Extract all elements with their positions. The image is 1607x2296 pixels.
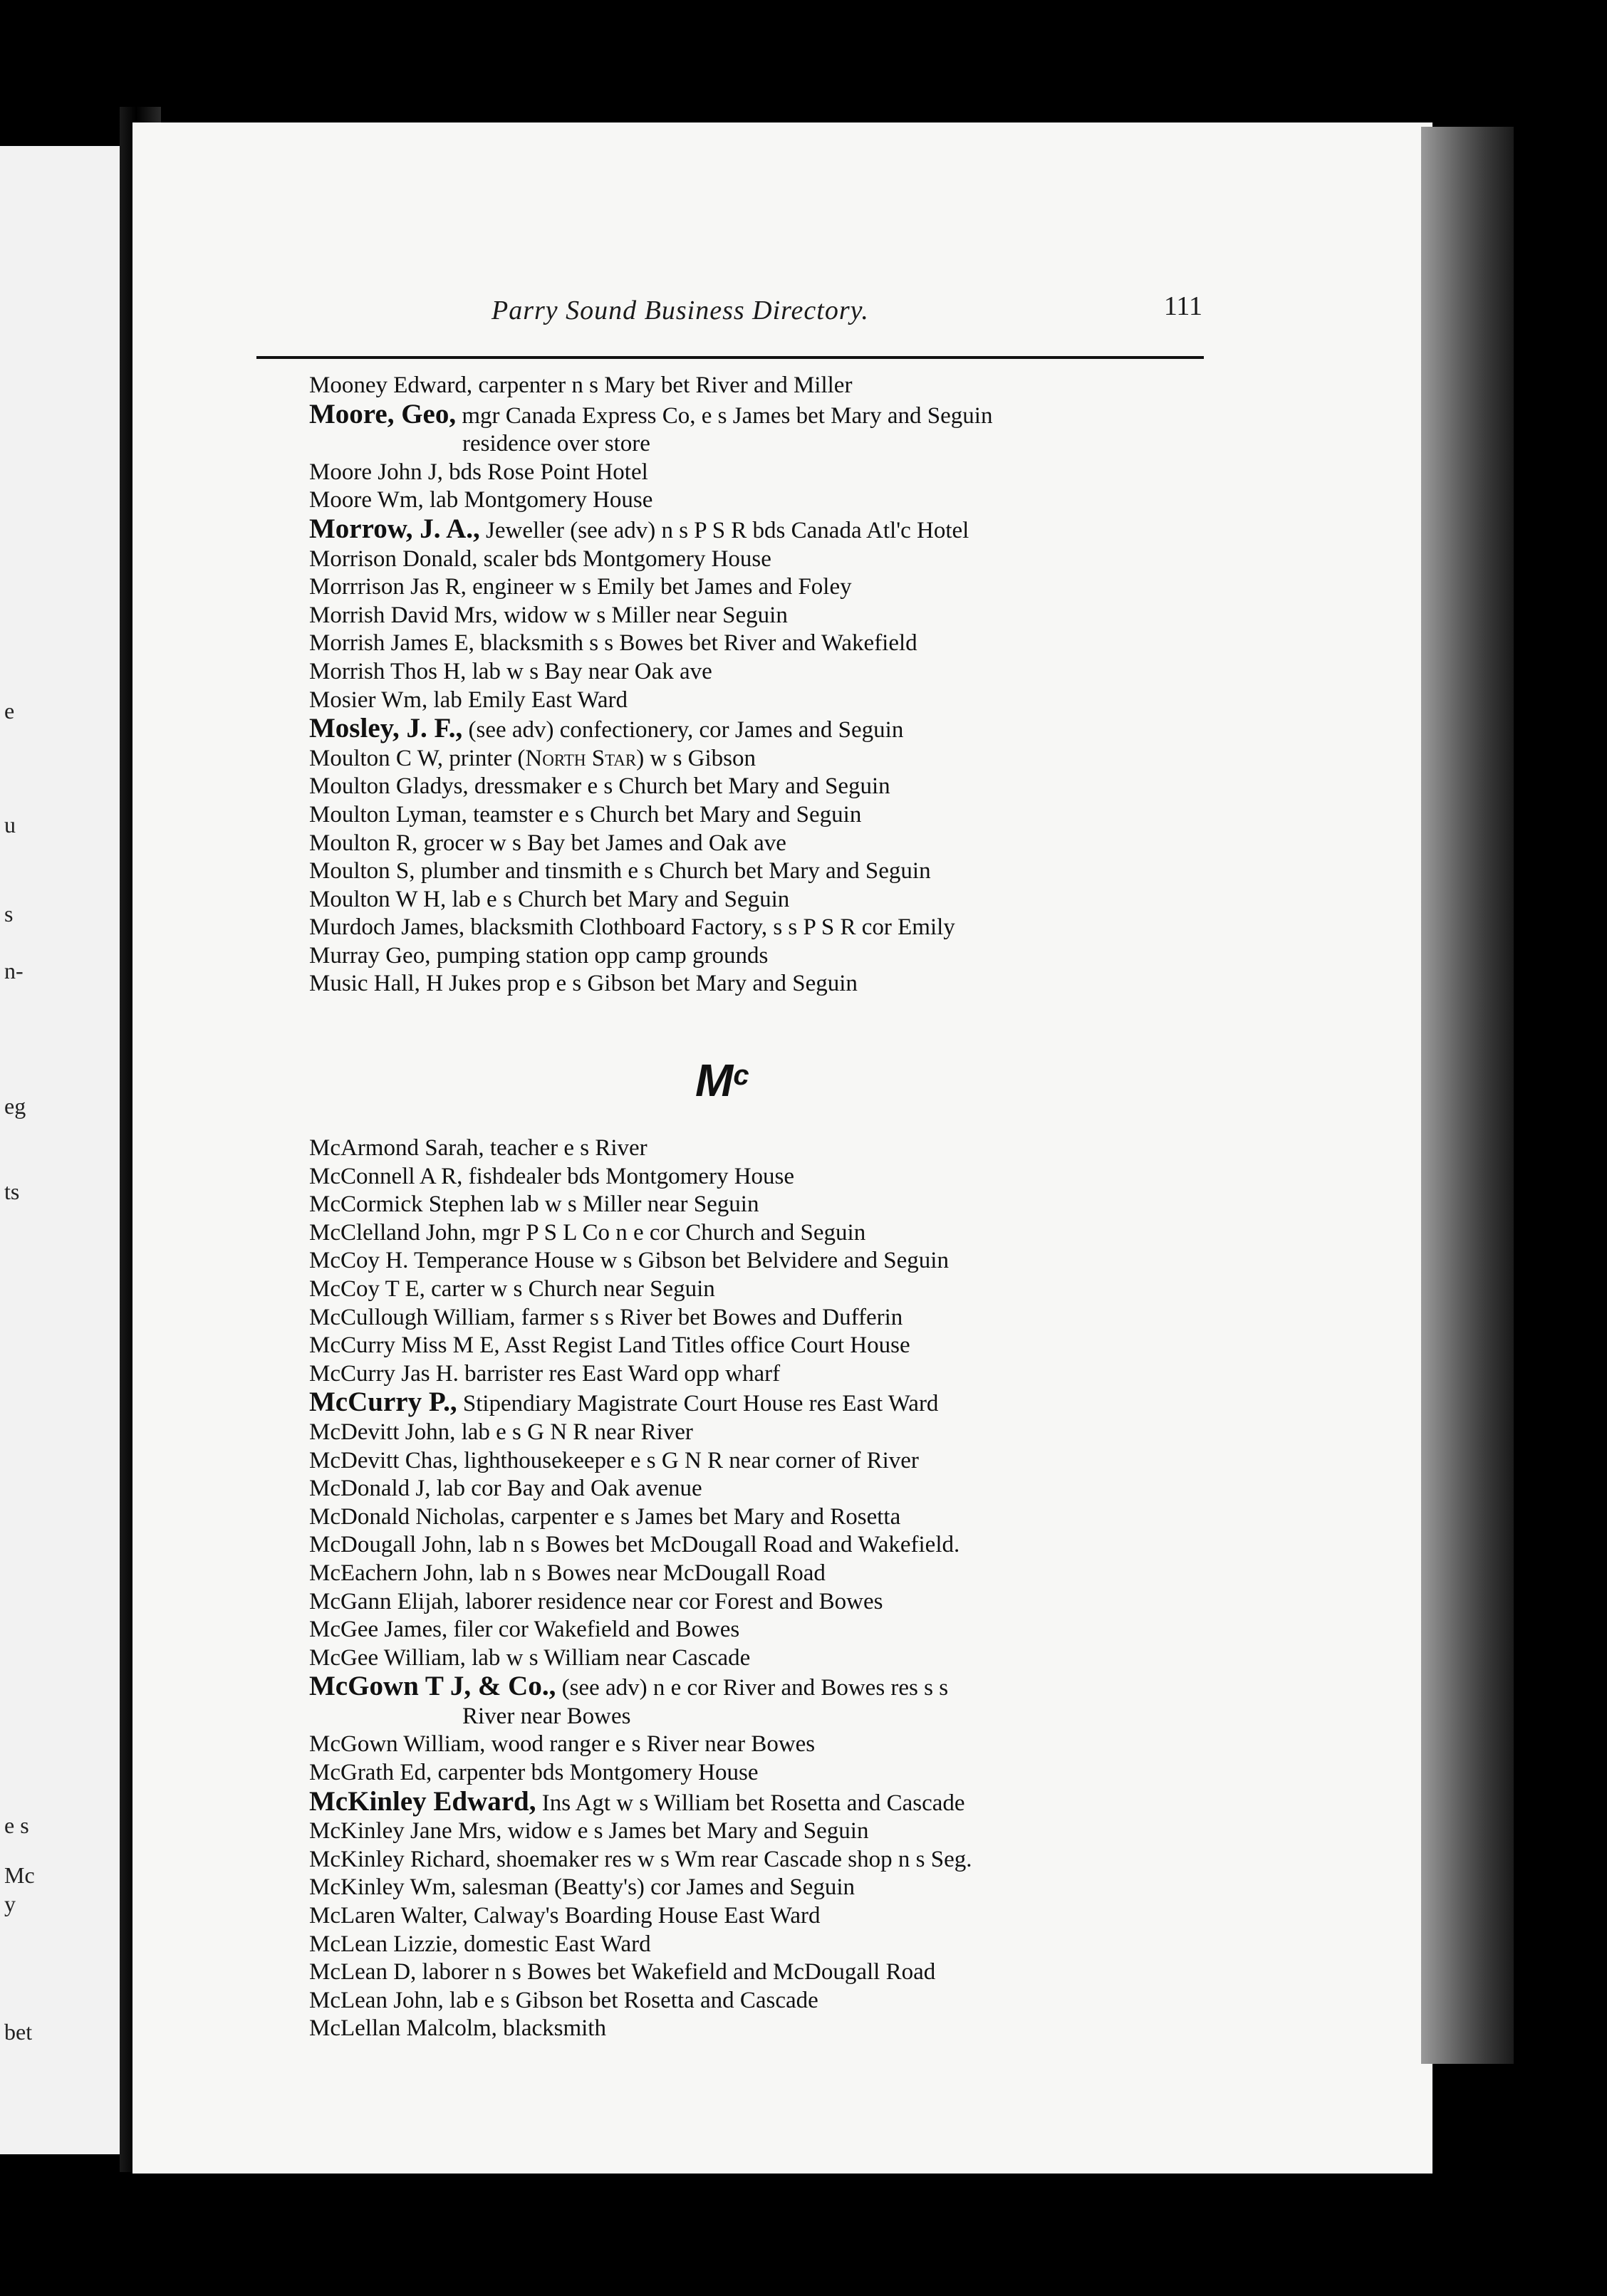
directory-entry (309, 515, 1278, 546)
directory-entries-mc (309, 1134, 1278, 2043)
header-rule (256, 356, 1204, 359)
directory-entry (309, 1560, 1278, 1588)
directory-entry (309, 1447, 1278, 1476)
left-page-text: Mc (4, 1862, 35, 1888)
left-page-text: e (4, 698, 15, 724)
directory-entry (309, 886, 1278, 914)
entry-text: McLean John, lab e s Gibson bet Rosetta and Cascade (309, 1987, 818, 2013)
directory-entry (309, 1644, 1278, 1673)
page-number: 111 (1163, 291, 1202, 321)
directory-entry (309, 602, 1278, 630)
directory-entry (309, 1672, 1278, 1703)
entry-text: McDevitt Chas, lighthousekeeper e s G N R near corner of River (309, 1447, 919, 1473)
directory-entry (309, 1958, 1278, 1987)
directory-entry (309, 1503, 1278, 1532)
entry-text: McGee William, lab w s William near Cascade (309, 1644, 751, 1671)
directory-entry (309, 687, 1278, 715)
entry-text: McDougall John, lab n s Bowes bet McDougall Road and Wakefield. (309, 1532, 960, 1558)
entry-text: River near Bowes (462, 1703, 631, 1729)
directory-entry (309, 1163, 1278, 1191)
entry-text: McKinley Wm, salesman (Beatty's) cor James and Seguin (309, 1874, 855, 1901)
entry-text: McLean D, laborer n s Bowes bet Wakefield and McDougall Road (309, 1959, 936, 1985)
entry-bold-name: Moore, Geo, (309, 398, 457, 429)
section-heading-mc (695, 1054, 749, 1107)
page-header (256, 278, 1204, 356)
entry-text: Moulton R, grocer w s Bay bet James and Oak ave (309, 830, 786, 856)
entry-text: Morrish James E, blacksmith s s Bowes bet River and Wakefield (309, 630, 917, 657)
directory-entry (309, 857, 1278, 886)
left-page-text: eg (4, 1093, 26, 1119)
entry-text: Moulton S, plumber and tinsmith e s Church bet Mary and Seguin (309, 858, 931, 885)
entry-smallcaps-text: North Star (525, 745, 637, 771)
directory-entry (309, 1588, 1278, 1617)
left-page-text: u (4, 812, 16, 837)
entry-text: McLellan Malcolm, blacksmith (309, 2015, 606, 2042)
directory-entry (309, 1902, 1278, 1931)
directory-entry (309, 970, 1278, 998)
directory-entry (309, 1388, 1278, 1419)
entry-text: McGann Elijah, laborer residence near cor Forest and Bowes (309, 1588, 883, 1614)
directory-entry (309, 1332, 1278, 1360)
left-page-text: y (4, 1891, 16, 1916)
entry-text: mgr Canada Express Co, e s James bet Mary and Seguin (456, 402, 993, 429)
directory-entry (309, 1846, 1278, 1874)
directory-entry (309, 914, 1278, 942)
entry-text: McDonald Nicholas, carpenter e s James bet Mary and Rosetta (309, 1503, 901, 1530)
entry-text: (see adv) confectionery, cor James and Seguin (462, 717, 904, 743)
entry-text: McKinley Jane Mrs, widow e s James bet Mary and Seguin (309, 1818, 869, 1844)
entry-text: (see adv) n e cor River and Bowes res s s (556, 1675, 949, 1701)
entry-text: McGee James, filer cor Wakefield and Bowes (309, 1617, 740, 1643)
entry-text: Morrison Donald, scaler bds Montgomery House (309, 546, 771, 572)
section-heading-sup: c (733, 1060, 749, 1091)
entry-text: McDevitt John, lab e s G N R near River (309, 1419, 693, 1445)
directory-entry (309, 1759, 1278, 1788)
directory-entry (309, 486, 1278, 515)
entry-text: Moore John J, bds Rose Point Hotel (309, 459, 648, 485)
directory-entry (309, 1191, 1278, 1219)
entry-text: Moulton Gladys, dressmaker e s Church bet Mary and Seguin (309, 773, 890, 800)
entry-text: Morrish Thos H, lab w s Bay near Oak ave (309, 658, 712, 684)
directory-entry (309, 630, 1278, 658)
entry-text: McCurry Jas H. barrister res East Ward opp wharf (309, 1360, 781, 1387)
entry-bold-name: McKinley Edward, (309, 1785, 536, 1817)
entry-text: Moulton Lyman, teamster e s Church bet Mary and Seguin (309, 801, 862, 828)
entry-text: Murdoch James, blacksmith Clothboard Factory, s s P S R cor Emily (309, 914, 955, 941)
directory-entry (309, 1360, 1278, 1389)
left-page-text: e s (4, 1812, 29, 1838)
entry-text: McCoy H. Temperance House w s Gibson bet Belvidere and Seguin (309, 1248, 949, 1274)
directory-entry (309, 1419, 1278, 1447)
entry-text: residence over store (462, 431, 650, 457)
section-heading-letter: M (695, 1055, 734, 1106)
page-edge (1421, 127, 1514, 2064)
directory-entry (309, 459, 1278, 487)
entry-text: McConnell A R, fishdealer bds Montgomery House (309, 1163, 795, 1189)
directory-entry (309, 1531, 1278, 1560)
entry-text: Music Hall, H Jukes prop e s Gibson bet Mary and Seguin (309, 971, 858, 997)
entry-text: McClelland John, mgr P S L Co n e cor Church and Seguin (309, 1219, 866, 1246)
entry-text: McCormick Stephen lab w s Miller near Seguin (309, 1191, 759, 1218)
entry-text: Jeweller (see adv) n s P S R bds Canada Atl'c Hotel (479, 517, 969, 543)
entry-text: Ins Agt w s William bet Rosetta and Cascade (536, 1790, 965, 1816)
directory-entry (309, 1134, 1278, 1163)
directory-entry (309, 1304, 1278, 1332)
entry-text: Morrrison Jas R, engineer w s Emily bet James and Foley (309, 574, 852, 600)
directory-entry (309, 658, 1278, 687)
directory-entry (309, 773, 1278, 801)
entry-text: ) w s Gibson (636, 745, 756, 771)
left-page-text: bet (4, 2019, 33, 2045)
directory-entry (309, 942, 1278, 971)
entry-text: Morrish David Mrs, widow w s Miller near Seguin (309, 602, 788, 628)
entry-bold-name: McCurry P., (309, 1387, 457, 1418)
directory-entry (309, 1275, 1278, 1304)
directory-entry (309, 745, 1278, 773)
entry-text: McDonald J, lab cor Bay and Oak avenue (309, 1476, 702, 1502)
directory-entry-continuation (309, 1703, 1278, 1731)
entry-text: McLean Lizzie, domestic East Ward (309, 1931, 651, 1957)
directory-entry (309, 801, 1278, 830)
entry-text: Mooney Edward, carpenter n s Mary bet River and Miller (309, 372, 853, 398)
entry-text: Moulton C W, printer ( (309, 745, 526, 771)
directory-entry (309, 372, 1278, 400)
entry-bold-name: Mosley, J. F., (309, 713, 463, 744)
entry-text: McCurry Miss M E, Asst Regist Land Titles office Court House (309, 1332, 910, 1359)
left-page-text: ts (4, 1179, 20, 1204)
running-title: Parry Sound Business Directory. (492, 296, 869, 325)
entry-bold-name: Morrow, J. A., (309, 513, 480, 544)
directory-entry (309, 573, 1278, 602)
entry-text: McGown William, wood ranger e s River near Bowes (309, 1731, 816, 1758)
entry-text: McKinley Richard, shoemaker res w s Wm rear Cascade shop n s Seg. (309, 1846, 972, 1872)
directory-entry (309, 714, 1278, 745)
directory-entry (309, 1475, 1278, 1503)
directory-entry (309, 1247, 1278, 1275)
directory-entry (309, 1785, 1278, 1818)
entry-text: Mosier Wm, lab Emily East Ward (309, 687, 628, 713)
entry-text: McEachern John, lab n s Bowes near McDougall Road (309, 1560, 826, 1586)
entry-text: McCoy T E, carter w s Church near Seguin (309, 1275, 715, 1302)
directory-entry (309, 546, 1278, 574)
directory-entry (309, 2015, 1278, 2043)
directory-entry-continuation (309, 430, 1278, 459)
entry-text: McGrath Ed, carpenter bds Montgomery House (309, 1760, 759, 1786)
left-page-text: s (4, 901, 14, 927)
directory-entry (309, 1987, 1278, 2015)
directory-entries-m (309, 372, 1278, 998)
directory-entry (309, 1817, 1278, 1846)
directory-entry (309, 1219, 1278, 1248)
directory-entry (309, 830, 1278, 858)
entry-text: Moulton W H, lab e s Church bet Mary and Seguin (309, 886, 790, 912)
directory-entry (309, 1874, 1278, 1902)
entry-text: Murray Geo, pumping station opp camp grounds (309, 942, 769, 969)
entry-text: McLaren Walter, Calway's Boarding House East Ward (309, 1903, 821, 1929)
entry-text: McArmond Sarah, teacher e s River (309, 1135, 648, 1161)
directory-entry (309, 1616, 1278, 1644)
entry-text: McCullough William, farmer s s River bet Bowes and Dufferin (309, 1304, 903, 1330)
left-page-text: n- (4, 958, 24, 983)
entry-bold-name: McGown T J, & Co., (309, 1671, 556, 1702)
entry-text: Stipendiary Magistrate Court House res East Ward (457, 1391, 939, 1417)
directory-entry (309, 400, 1278, 431)
directory-entry (309, 1931, 1278, 1959)
directory-entry (309, 1731, 1278, 1759)
entry-text: Moore Wm, lab Montgomery House (309, 487, 653, 513)
